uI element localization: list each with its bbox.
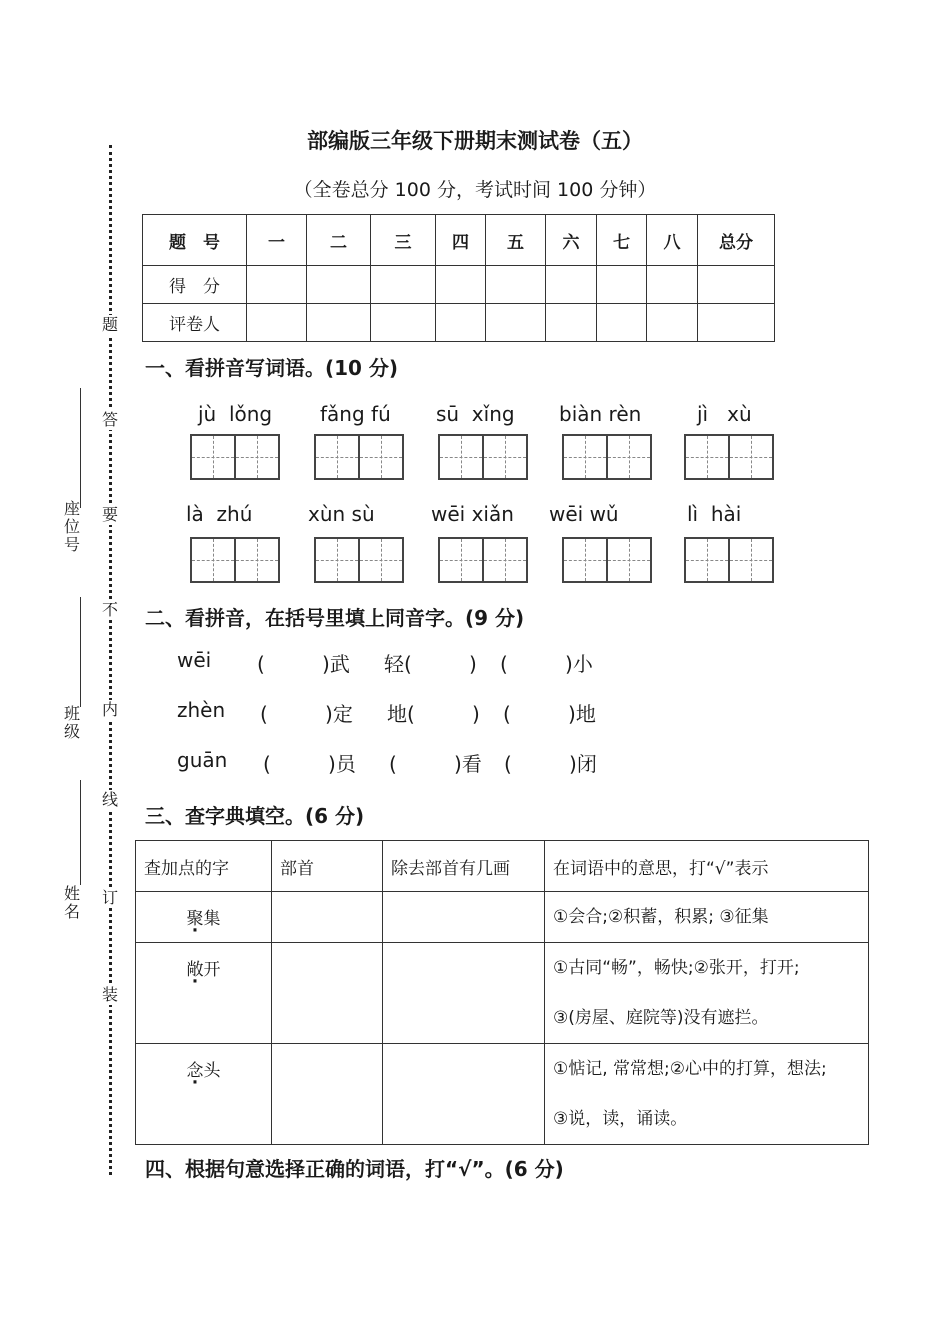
pinyin-label: wēi wǔ xyxy=(549,502,619,526)
dotted-char: 聚 xyxy=(186,909,204,929)
score-cell[interactable] xyxy=(307,266,371,304)
binding-char: 答 xyxy=(102,410,119,429)
pinyin-label: xùn sù xyxy=(308,502,375,526)
pinyin-label: jì xù xyxy=(697,402,752,426)
score-header-cell: 题 号 xyxy=(143,215,247,266)
score-header-cell: 三 xyxy=(371,215,436,266)
homophone-blank[interactable]: 轻( ) xyxy=(384,652,477,676)
score-cell[interactable] xyxy=(647,266,698,304)
meaning-line: ③(房屋、庭院等)没有遮拦。 xyxy=(553,1008,769,1028)
score-header-cell: 四 xyxy=(436,215,486,266)
score-cell[interactable] xyxy=(546,304,597,342)
stroke-answer-cell[interactable] xyxy=(383,1044,545,1145)
binding-char: 要 xyxy=(102,505,119,524)
score-cell[interactable] xyxy=(371,304,436,342)
word-rest: 头 xyxy=(203,1061,221,1081)
score-cell[interactable] xyxy=(698,304,775,342)
homophone-blank[interactable]: ( )武 xyxy=(257,652,350,676)
score-header-cell: 二 xyxy=(307,215,371,266)
radical-answer-cell[interactable] xyxy=(272,1044,383,1145)
meaning-cell[interactable] xyxy=(545,943,869,1044)
homophone-blank[interactable]: ( )小 xyxy=(500,652,593,676)
dict-header-cell: 部首 xyxy=(272,841,383,892)
writing-box[interactable] xyxy=(438,537,528,583)
exam-subtitle: （全卷总分 100 分，考试时间 100 分钟） xyxy=(293,179,657,201)
writing-box[interactable] xyxy=(314,434,404,480)
pinyin-label: sū xǐng xyxy=(436,402,515,426)
score-header-cell: 六 xyxy=(546,215,597,266)
score-cell[interactable] xyxy=(436,266,486,304)
score-row-label: 评卷人 xyxy=(143,304,247,342)
section-1-title: 一、看拼音写词语。(10 分) xyxy=(145,356,399,380)
meaning-cell[interactable] xyxy=(545,1044,869,1145)
meaning-line: ①惦记, 常常想;②心中的打算，想法; xyxy=(553,1059,827,1079)
homophone-blank[interactable]: ( )看 xyxy=(389,752,482,776)
homophone-blank[interactable]: ( )定 xyxy=(260,702,353,726)
binding-char: 装 xyxy=(102,985,119,1004)
pinyin-label: fǎng fú xyxy=(320,402,391,426)
section-4-title: 四、根据句意选择正确的词语，打“√”。(6 分) xyxy=(145,1157,564,1181)
meaning-line: ①古同“畅”，畅快;②张开，打开; xyxy=(553,958,800,978)
score-cell[interactable] xyxy=(546,266,597,304)
word-rest: 开 xyxy=(203,960,221,980)
writing-box[interactable] xyxy=(314,537,404,583)
name-label: 姓名 xyxy=(63,884,80,921)
writing-box[interactable] xyxy=(190,434,280,480)
seat-number-blank[interactable] xyxy=(80,388,81,508)
dict-header-cell: 在词语中的意思，打“√”表示 xyxy=(545,841,869,892)
binding-char: 线 xyxy=(102,790,119,809)
dotted-char: 敞 xyxy=(186,960,204,980)
dict-word-cell xyxy=(136,943,272,1044)
meaning-cell[interactable] xyxy=(545,892,869,943)
writing-box[interactable] xyxy=(562,537,652,583)
binding-char: 内 xyxy=(102,700,119,719)
seat-number-label: 座位号 xyxy=(63,499,80,554)
homophone-blank[interactable]: ( )地 xyxy=(503,702,596,726)
writing-box[interactable] xyxy=(562,434,652,480)
homophone-blank[interactable]: 地( ) xyxy=(387,702,480,726)
score-header-cell: 七 xyxy=(597,215,647,266)
pinyin-label: là zhú xyxy=(186,502,253,526)
section-2-title: 二、看拼音，在括号里填上同音字。(9 分) xyxy=(145,606,525,630)
score-cell[interactable] xyxy=(647,304,698,342)
name-blank[interactable] xyxy=(80,780,81,885)
pinyin-label: biàn rèn xyxy=(559,402,642,426)
exam-title: 部编版三年级下册期末测试卷（五） xyxy=(307,129,643,153)
score-cell[interactable] xyxy=(486,304,546,342)
binding-char: 题 xyxy=(102,315,119,334)
binding-char: 订 xyxy=(102,888,119,907)
writing-box[interactable] xyxy=(684,537,774,583)
dictionary-table xyxy=(135,840,869,1145)
score-cell[interactable] xyxy=(698,266,775,304)
dict-header-cell: 除去部首有几画 xyxy=(383,841,545,892)
binding-char: 不 xyxy=(102,600,119,619)
radical-answer-cell[interactable] xyxy=(272,892,383,943)
score-header-cell: 一 xyxy=(247,215,307,266)
score-cell[interactable] xyxy=(247,304,307,342)
radical-answer-cell[interactable] xyxy=(272,943,383,1044)
score-cell[interactable] xyxy=(247,266,307,304)
stroke-answer-cell[interactable] xyxy=(383,892,545,943)
score-row-label: 得 分 xyxy=(143,266,247,304)
meaning-line: ①会合;②积蓄，积累; ③征集 xyxy=(553,907,769,927)
homophone-pinyin: zhèn xyxy=(177,698,226,722)
class-label: 班级 xyxy=(63,704,80,741)
score-header-cell: 五 xyxy=(486,215,546,266)
dict-word-cell xyxy=(136,1044,272,1145)
homophone-blank[interactable]: ( )闭 xyxy=(504,752,597,776)
score-header-cell: 八 xyxy=(647,215,698,266)
score-cell[interactable] xyxy=(436,304,486,342)
binding-dotted-line xyxy=(109,145,112,1175)
pinyin-label: jù lǒng xyxy=(198,402,273,426)
meaning-line: ③说，读，诵读。 xyxy=(553,1109,688,1129)
class-blank[interactable] xyxy=(80,597,81,707)
score-cell[interactable] xyxy=(307,304,371,342)
score-cell[interactable] xyxy=(371,266,436,304)
pinyin-label: lì hài xyxy=(687,502,742,526)
homophone-pinyin: wēi xyxy=(177,648,212,672)
writing-box[interactable] xyxy=(438,434,528,480)
score-cell[interactable] xyxy=(486,266,546,304)
score-cell[interactable] xyxy=(597,304,647,342)
section-3-title: 三、查字典填空。(6 分) xyxy=(145,804,365,828)
dotted-char: 念 xyxy=(186,1061,204,1081)
score-cell[interactable] xyxy=(597,266,647,304)
homophone-pinyin: guān xyxy=(177,748,228,772)
writing-box[interactable] xyxy=(684,434,774,480)
word-rest: 集 xyxy=(203,909,221,929)
stroke-answer-cell[interactable] xyxy=(383,943,545,1044)
pinyin-label: wēi xiǎn xyxy=(431,502,514,526)
homophone-blank[interactable]: ( )员 xyxy=(263,752,356,776)
writing-box[interactable] xyxy=(190,537,280,583)
score-table xyxy=(142,214,775,342)
dict-header-cell: 查加点的字 xyxy=(136,841,272,892)
dict-word-cell xyxy=(136,892,272,943)
score-header-cell: 总分 xyxy=(698,215,775,266)
